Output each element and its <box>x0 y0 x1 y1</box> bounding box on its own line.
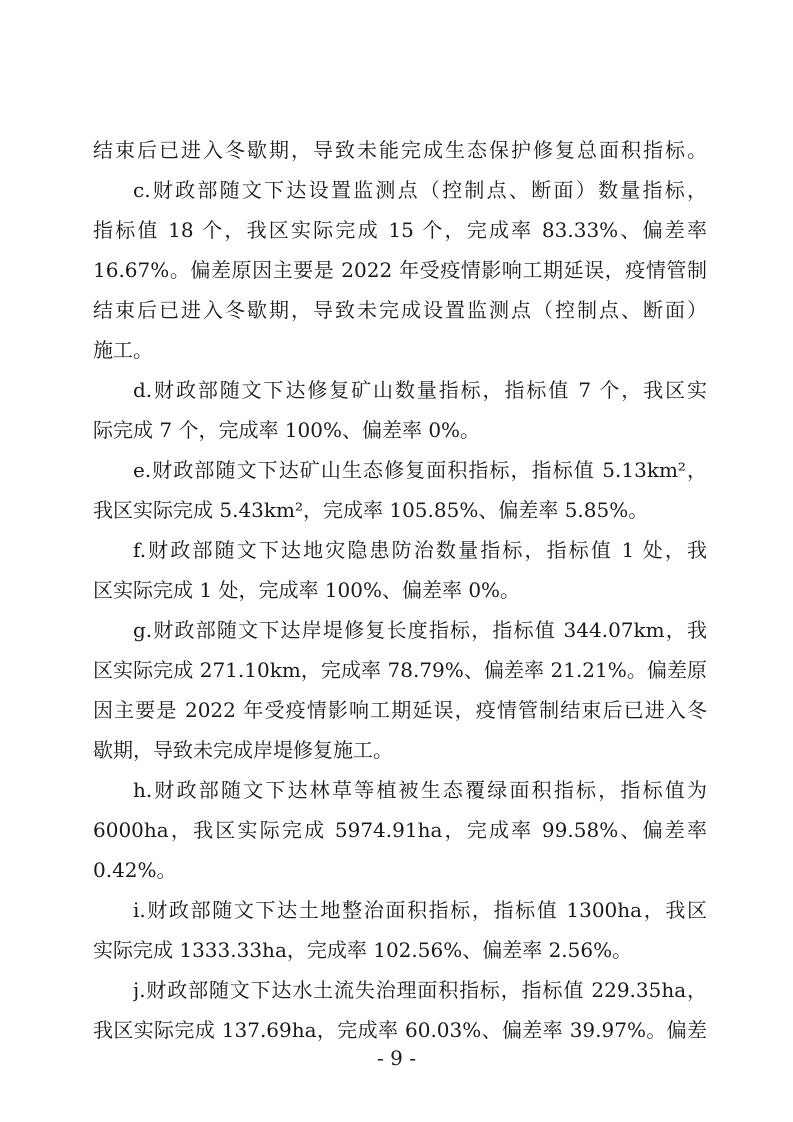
text-line: 区实际完成 271.10km，完成率 78.79%、偏差率 21.21%。偏差原 <box>93 658 707 682</box>
paragraph-f-line: f.财政部随文下达地灾隐患防治数量指标，指标值 1 处，我 <box>133 538 707 562</box>
text-line: 0.42%。 <box>93 858 177 882</box>
text-line: 际完成 7 个，完成率 100%、偏差率 0%。 <box>93 418 481 442</box>
text-line: 施工。 <box>93 338 153 362</box>
text-line: 指标值 18 个，我区实际完成 15 个，完成率 83.33%、偏差率 <box>93 218 707 242</box>
text-line: 实际完成 1333.33ha，完成率 102.56%、偏差率 2.56%。 <box>93 938 633 962</box>
paragraph-j-line: j.财政部随文下达水土流失治理面积指标，指标值 229.35ha， <box>133 978 707 1002</box>
text-line: 结束后已进入冬歇期，导致未能完成生态保护修复总面积指标。 <box>93 138 707 162</box>
text-line: 结束后已进入冬歇期，导致未完成设置监测点（控制点、断面） <box>93 298 707 322</box>
paragraph-c-line: c.财政部随文下达设置监测点（控制点、断面）数量指标， <box>133 178 707 202</box>
paragraph-i-line: i.财政部随文下达土地整治面积指标，指标值 1300ha，我区 <box>133 898 707 922</box>
text-line: 我区实际完成 137.69ha，完成率 60.03%、偏差率 39.97%。偏差 <box>93 1018 707 1042</box>
paragraph-e-line: e.财政部随文下达矿山生态修复面积指标，指标值 5.13km²， <box>133 458 707 482</box>
paragraph-g-line: g.财政部随文下达岸堤修复长度指标，指标值 344.07km，我 <box>133 618 707 642</box>
text-line: 区实际完成 1 处，完成率 100%、偏差率 0%。 <box>93 578 521 602</box>
page-number: - 9 - <box>377 1046 416 1070</box>
paragraph-d-line: d.财政部随文下达修复矿山数量指标，指标值 7 个，我区实 <box>133 378 707 402</box>
text-line: 因主要是 2022 年受疫情影响工期延误，疫情管制结束后已进入冬 <box>93 698 707 722</box>
text-line: 16.67%。偏差原因主要是 2022 年受疫情影响工期延误，疫情管制 <box>93 258 707 282</box>
text-line: 我区实际完成 5.43km²，完成率 105.85%、偏差率 5.85%。 <box>93 498 649 522</box>
text-line: 6000ha，我区实际完成 5974.91ha，完成率 99.58%、偏差率 <box>93 818 707 842</box>
paragraph-h-line: h.财政部随文下达林草等植被生态覆绿面积指标，指标值为 <box>133 778 707 802</box>
text-line: 歇期，导致未完成岸堤修复施工。 <box>93 738 393 762</box>
